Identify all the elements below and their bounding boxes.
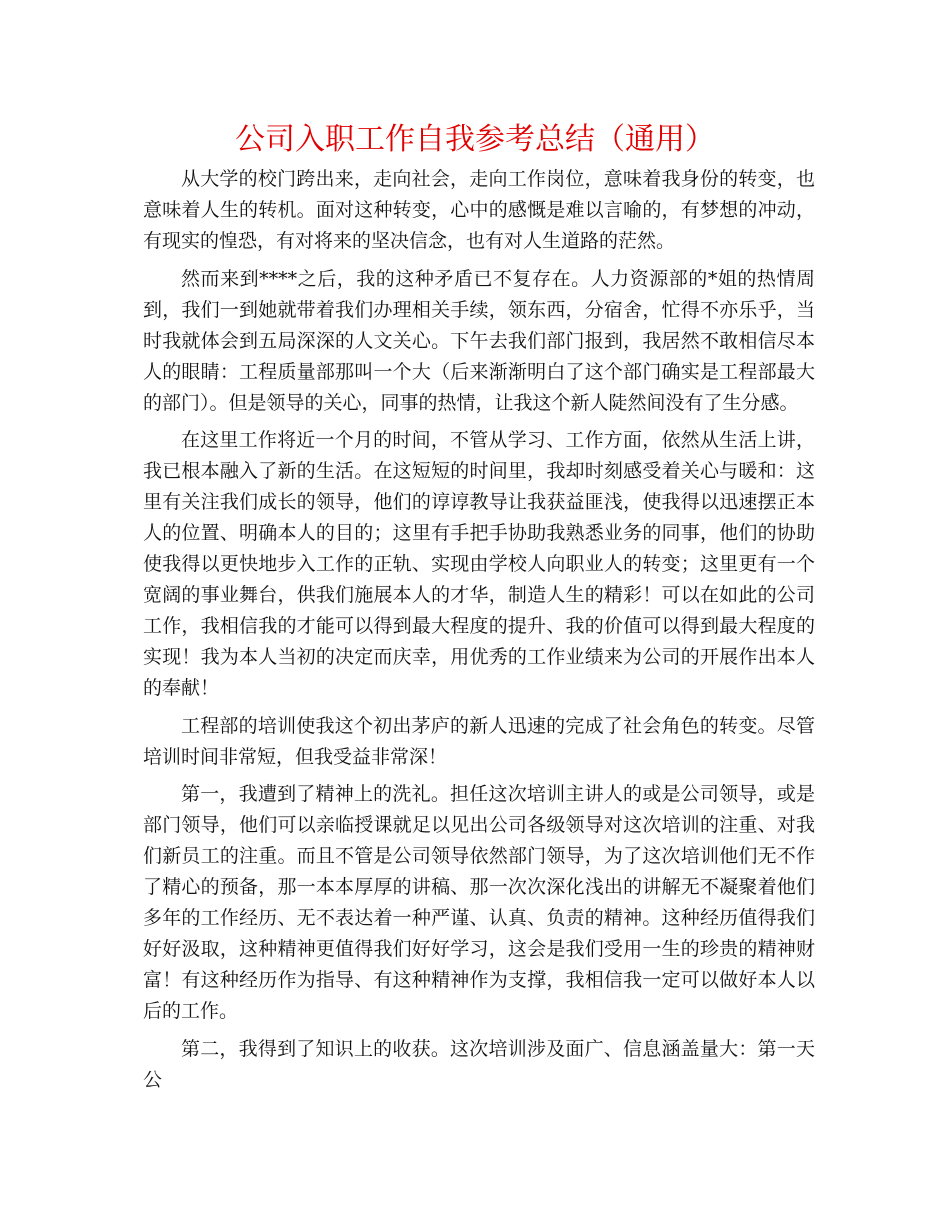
paragraph-2: 然而来到****之后，我的这种矛盾已不复存在。人力资源部的*姐的热情周到，我们一到她就带着我们办理相关手续，领东西，分宿舍，忙得不亦乐乎，当时我就体会到五局深深的人文关心。下午去我们部门报到，我居然不敢相信尽本人的眼睛：工程质量部那叫一个大（后来渐渐明白了这个部门确实是工程部最大的部门）。但是领导的关心，同事的热情，让我这个新人陡然间没有了生分感。 [143, 267, 815, 414]
paragraph-5: 第一，我遭到了精神上的洗礼。担任这次培训主讲人的或是公司领导，或是部门领导，他们可以亲临授课就足以见出公司各级领导对这次培训的注重、对我们新员工的注重。而且不管是公司领导依然部门领导，为了这次培训他们无不作了精心的预备，那一本本厚厚的讲稿、那一次次深化浅出的讲解无不凝聚着他们多年的工作经历、无不表达着一种严谨、认真、负责的精神。这种经历值得我们好好汲取，这种精神更值得我们好好学习，这会是我们受用一生的珍贵的精神财富！有这种经历作为指导、有这种精神作为支撑，我相信我一定可以做好本人以后的工作。 [143, 783, 815, 1022]
document-body [143, 164, 815, 1102]
paragraph-6: 第二，我得到了知识上的收获。这次培训涉及面广、信息涵盖量大：第一天公 [143, 1037, 815, 1091]
paragraph-1: 从大学的校门跨出来，走向社会，走向工作岗位，意味着我身份的转变，也意味着人生的转机。面对这种转变，心中的感慨是难以言喻的，有梦想的冲动，有现实的惶恐，有对将来的坚决信念，也有对人生道路的茫然。 [143, 168, 815, 252]
paragraph-3: 在这里工作将近一个月的时间，不管从学习、工作方面，依然从生活上讲，我已根本融入了新的生活。在这短短的时间里，我却时刻感受着关心与暖和：这里有关注我们成长的领导，他们的谆谆教导让我获益匪浅，使我得以迅速摆正本人的位置、明确本人的目的；这里有手把手协助我熟悉业务的同事，他们的协助使我得以更快地步入工作的正轨、实现由学校人向职业人的转变；这里更有一个宽阔的事业舞台，供我们施展本人的才华，制造人生的精彩！可以在如此的公司工作，我相信我的才能可以得到最大程度的提升、我的价值可以得到最大程度的实现！我为本人当初的决定而庆幸，用优秀的工作业绩来为公司的开展作出本人的奉献！ [143, 429, 815, 699]
document-title: 公司入职工作自我参考总结（通用） [235, 122, 715, 157]
paragraph-4: 工程部的培训使我这个初出茅庐的新人迅速的完成了社会角色的转变。尽管培训时间非常短，但我受益非常深！ [143, 714, 815, 768]
